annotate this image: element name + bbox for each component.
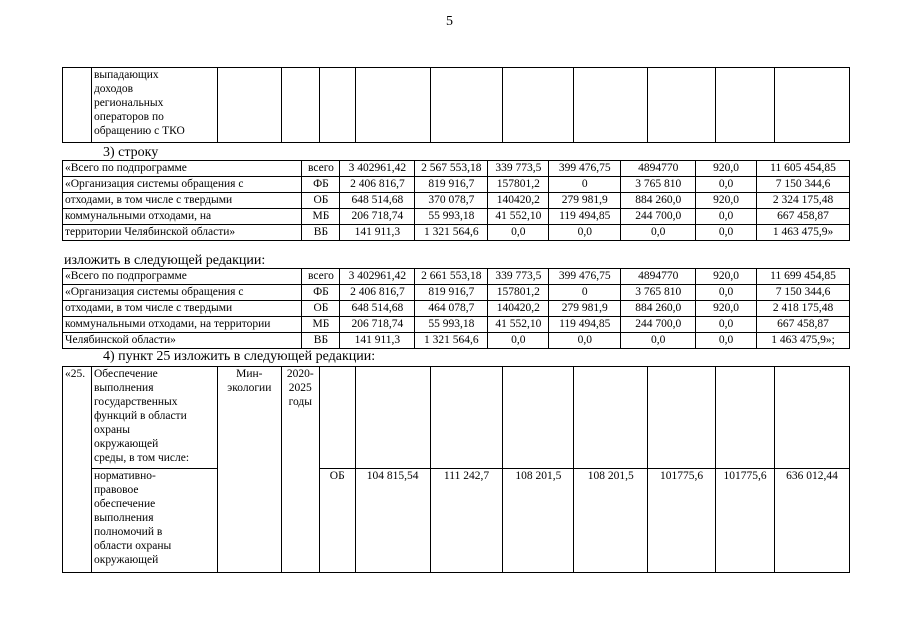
continuation-text: выпадающих доходов региональных операторов по обращению с ТКО xyxy=(91,68,217,143)
row-label: «Всего по подпрограмме xyxy=(63,269,302,285)
row-label: коммунальными отходами, на территории xyxy=(63,317,302,333)
table-row: отходами, в том числе с твердыми ОБ 648 514,68 370 078,7 140420,2 279 981,9 884 260,0 920,0 2 324 175,48 xyxy=(63,193,850,209)
continuation-row xyxy=(63,68,850,143)
table-row: территории Челябинской области» ВБ 141 911,3 1 321 564,6 0,0 0,0 0,0 0,0 1 463 475,9» xyxy=(63,225,850,241)
item25-table xyxy=(62,366,850,573)
new-row-table xyxy=(62,268,850,349)
table-row: «Организация системы обращения с ФБ 2 406 816,7 819 916,7 157801,2 0 3 765 810 0,0 7 150 344,6 xyxy=(63,285,850,301)
sub-item-source: ОБ xyxy=(319,469,355,573)
row-label: «Всего по подпрограмме xyxy=(63,161,302,177)
table-row: коммунальными отходами, на МБ 206 718,74 55 993,18 41 552,10 119 494,85 244 700,0 0,0 667 458,87 xyxy=(63,209,850,225)
item25-sub-row: нормативно- правовое обеспечение выполнения полномочий в области охраны окружающей ОБ 104 815,54 111 242,7 108 201,5 108 201,5 101775,6 101775,6 636 012,44 xyxy=(63,469,850,573)
table-row: коммунальными отходами, на территории МБ 206 718,74 55 993,18 41 552,10 119 494,85 244 700,0 0,0 667 458,87 xyxy=(63,317,850,333)
table-row: отходами, в том числе с твердыми ОБ 648 514,68 464 078,7 140420,2 279 981,9 884 260,0 920,0 2 418 175,48 xyxy=(63,301,850,317)
item-executor: Мин- экологии xyxy=(217,367,281,573)
item-number: «25. xyxy=(63,367,92,573)
table-row: «Организация системы обращения с ФБ 2 406 816,7 819 916,7 157801,2 0 3 765 810 0,0 7 150 344,6 xyxy=(63,177,850,193)
page-number: 5 xyxy=(446,14,453,29)
sub-item-title: нормативно- правовое обеспечение выполнения полномочий в области охраны окружающей xyxy=(91,469,217,573)
row-label: отходами, в том числе с твердыми xyxy=(63,301,302,317)
row-label: отходами, в том числе с твердыми xyxy=(63,193,302,209)
table-row: «Всего по подпрограмме всего 3 402961,42 2 661 553,18 339 773,5 399 476,75 4894770 920,0 11 699 454,85 xyxy=(63,269,850,285)
row-label: «Организация системы обращения с xyxy=(63,285,302,301)
new-edition-heading: изложить в следующей редакции: xyxy=(64,253,266,268)
item-title: Обеспечение выполнения государственных функций в области охраны окружающей среды, в том числе: xyxy=(91,367,217,469)
row-label: Челябинской области» xyxy=(63,333,302,349)
row-label: коммунальными отходами, на xyxy=(63,209,302,225)
table-row: Челябинской области» ВБ 141 911,3 1 321 564,6 0,0 0,0 0,0 0,0 1 463 475,9»; xyxy=(63,333,850,349)
item-period: 2020- 2025 годы xyxy=(281,367,319,573)
row-label: территории Челябинской области» xyxy=(63,225,302,241)
section4-heading: 4) пункт 25 изложить в следующей редакции: xyxy=(103,349,376,364)
old-row-table xyxy=(62,160,850,241)
row-label: «Организация системы обращения с xyxy=(63,177,302,193)
item25-main-row xyxy=(63,367,850,469)
table-row: «Всего по подпрограмме всего 3 402961,42 2 567 553,18 339 773,5 399 476,75 4894770 920,0 11 605 454,85 xyxy=(63,161,850,177)
section3-heading: 3) строку xyxy=(103,145,159,160)
continuation-table xyxy=(62,67,850,143)
